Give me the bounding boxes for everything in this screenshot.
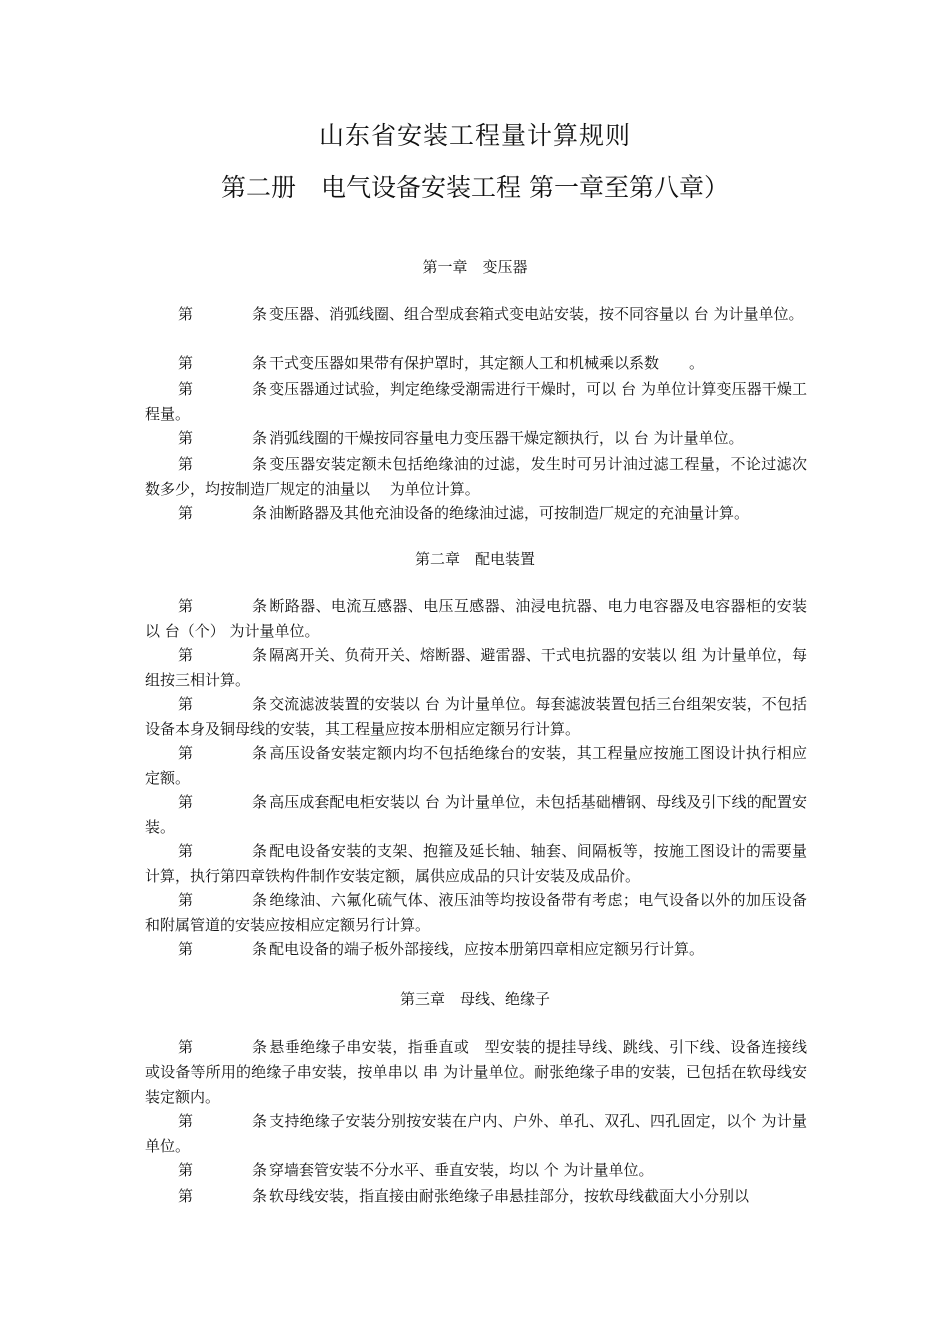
article-number (145, 1184, 269, 1209)
article-prefix: 第 (178, 891, 194, 909)
article-number (145, 1109, 269, 1134)
article-text: 断路器、电流互感器、电压互感器、油浸电抗器、电力电容器及电容器柜的安装以 台（个） 为计量单位。 (145, 597, 807, 640)
article-suffix: 条 (251, 793, 267, 811)
article-prefix: 第 (178, 1038, 194, 1056)
article-text: 配电设备的端子板外部接线，应按本册第四章相应定额另行计算。 (269, 940, 705, 958)
article-text: 变压器、消弧线圈、组合型成套箱式变电站安装，按不同容量以 台 为计量单位。 (269, 305, 804, 323)
article-suffix: 条 (251, 695, 267, 713)
article-number (145, 1158, 269, 1183)
document-subtitle: 第二册 电气设备安装工程 第一章至第八章） (221, 173, 729, 202)
article-suffix: 条 (251, 504, 267, 522)
article-number (145, 937, 269, 962)
article-paragraph (145, 839, 807, 889)
article-suffix: 条 (251, 305, 267, 323)
article-paragraph (145, 1158, 807, 1183)
article-paragraph (145, 377, 807, 427)
chapter-heading: 第三章 母线、绝缘子 (399, 990, 550, 1008)
article-prefix: 第 (178, 793, 194, 811)
article-suffix: 条 (251, 1187, 267, 1205)
article-number (145, 741, 269, 766)
article-number (145, 426, 269, 451)
article-number (145, 1035, 269, 1060)
article-paragraph (145, 937, 807, 962)
article-text: 变压器通过试验，判定绝缘受潮需进行干燥时，可以 台 为单位计算变压器干燥工程量。 (145, 380, 807, 423)
article-number (145, 351, 269, 376)
article-prefix: 第 (178, 380, 194, 398)
article-suffix: 条 (251, 842, 267, 860)
article-prefix: 第 (178, 695, 194, 713)
article-prefix: 第 (178, 504, 194, 522)
article-prefix: 第 (178, 455, 194, 473)
article-paragraph (145, 302, 807, 327)
article-paragraph (145, 643, 807, 693)
article-suffix: 条 (251, 455, 267, 473)
document-title: 山东省安装工程量计算规则 (318, 121, 631, 150)
article-text: 油断路器及其他充油设备的绝缘油过滤，可按制造厂规定的充油量计算。 (269, 504, 750, 522)
article-suffix: 条 (251, 940, 267, 958)
article-prefix: 第 (178, 940, 194, 958)
article-suffix: 条 (251, 1112, 267, 1130)
article-prefix: 第 (178, 646, 194, 664)
article-paragraph (145, 594, 807, 644)
article-text: 高压成套配电柜安装以 台 为计量单位，未包括基础槽钢、母线及引下线的配置安装。 (145, 793, 807, 836)
article-prefix: 第 (178, 842, 194, 860)
article-paragraph (145, 888, 807, 938)
article-number (145, 839, 269, 864)
article-suffix: 条 (251, 1161, 267, 1179)
article-suffix: 条 (251, 380, 267, 398)
article-text: 高压设备安装定额内均不包括绝缘台的安装，其工程量应按施工图设计执行相应定额。 (145, 744, 807, 787)
article-number (145, 302, 269, 327)
article-text: 穿墙套管安装不分水平、垂直安装，均以 个 为计量单位。 (269, 1161, 654, 1179)
article-number (145, 790, 269, 815)
article-prefix: 第 (178, 1187, 194, 1205)
article-text: 软母线安装，指直接由耐张绝缘子串悬挂部分，按软母线截面大小分别以 (269, 1187, 750, 1205)
article-text: 配电设备安装的支架、抱箍及延长轴、轴套、间隔板等，按施工图设计的需要量计算，执行第四章铁构件制作安装定额，属供应成品的只计安装及成品价。 (145, 842, 807, 885)
article-paragraph (145, 1109, 807, 1159)
article-number (145, 594, 269, 619)
article-suffix: 条 (251, 354, 267, 372)
article-prefix: 第 (178, 597, 194, 615)
article-suffix: 条 (251, 597, 267, 615)
article-suffix: 条 (251, 429, 267, 447)
article-prefix: 第 (178, 354, 194, 372)
article-paragraph (145, 741, 807, 791)
article-paragraph (145, 351, 807, 376)
article-suffix: 条 (251, 744, 267, 762)
article-paragraph (145, 790, 807, 840)
chapter-heading: 第一章 变压器 (422, 258, 528, 276)
article-number (145, 377, 269, 402)
article-paragraph (145, 452, 807, 502)
article-text: 悬垂绝缘子串安装，指垂直或 型安装的提挂导线、跳线、引下线、设备连接线或设备等所用的绝缘子串安装，按单串以 串 为计量单位。耐张绝缘子串的安装，已包括在软母线安装定额内。 (145, 1038, 807, 1106)
article-suffix: 条 (251, 891, 267, 909)
article-prefix: 第 (178, 744, 194, 762)
article-number (145, 888, 269, 913)
chapter-heading: 第二章 配电装置 (414, 550, 535, 568)
article-suffix: 条 (251, 1038, 267, 1056)
article-number (145, 643, 269, 668)
article-prefix: 第 (178, 429, 194, 447)
article-paragraph (145, 692, 807, 742)
article-text: 绝缘油、六氟化硫气体、液压油等均按设备带有考虑；电气设备以外的加压设备和附属管道的安装应按相应定额另行计算。 (145, 891, 807, 934)
article-paragraph (145, 1184, 807, 1209)
article-text: 支持绝缘子安装分别按安装在户内、户外、单孔、双孔、四孔固定，以个 为计量单位。 (145, 1112, 807, 1155)
article-number (145, 501, 269, 526)
article-paragraph (145, 501, 807, 526)
article-text: 交流滤波装置的安装以 台 为计量单位。每套滤波装置包括三台组架安装，不包括设备本身及铜母线的安装，其工程量应按本册相应定额另行计算。 (145, 695, 807, 738)
article-prefix: 第 (178, 1161, 194, 1179)
article-prefix: 第 (178, 305, 194, 323)
article-text: 变压器安装定额未包括绝缘油的过滤，发生时可另计油过滤工程量，不论过滤次数多少，均按制造厂规定的油量以 为单位计算。 (145, 455, 807, 498)
article-number (145, 692, 269, 717)
article-paragraph (145, 426, 807, 451)
article-suffix: 条 (251, 646, 267, 664)
article-text: 消弧线圈的干燥按同容量电力变压器干燥定额执行，以 台 为计量单位。 (269, 429, 744, 447)
article-prefix: 第 (178, 1112, 194, 1130)
article-paragraph (145, 1035, 807, 1110)
article-number (145, 452, 269, 477)
article-text: 隔离开关、负荷开关、熔断器、避雷器、干式电抗器的安装以 组 为计量单位，每组按三相计算。 (145, 646, 807, 689)
article-text: 干式变压器如果带有保护罩时，其定额人工和机械乘以系数 。 (269, 354, 705, 372)
